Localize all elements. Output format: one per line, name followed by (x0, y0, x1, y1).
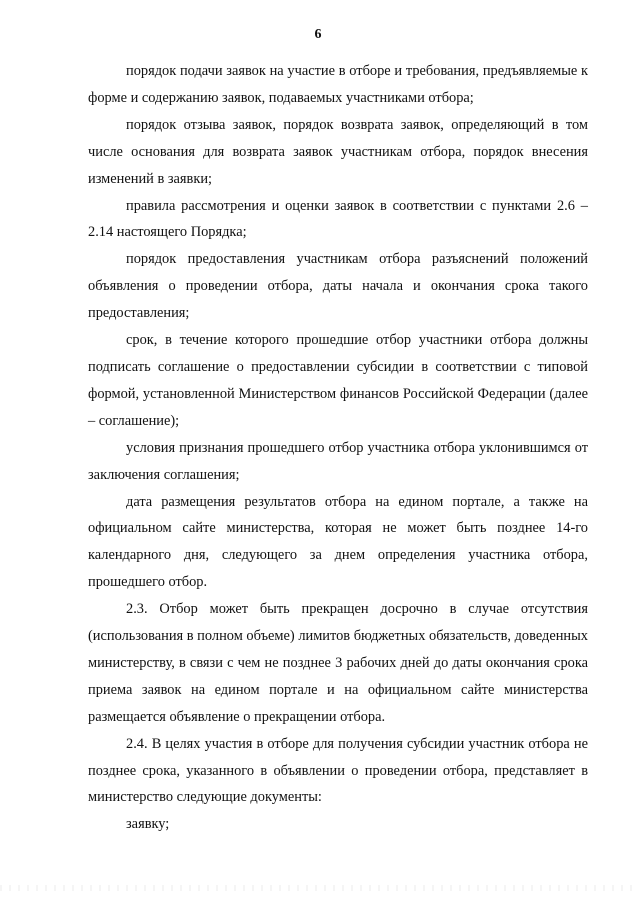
paragraph-first-line: порядок предоставления участникам отбора разъяснений положений (126, 251, 588, 268)
paragraph-continuation: от заключения соглашения; (88, 439, 588, 483)
paragraph-continuation: (использования в полном объеме) лимитов бюджетных обязательств, доведенных министерству, в связи с чем не позднее 3 рабочих дней до даты окончания срока приема заявок на едином портале и на официальном сайте министерства размещается объявление о прекращении отбора. (88, 628, 588, 725)
paragraph-results-publication (88, 489, 588, 597)
paragraph-first-line: 2.4. В целях участия в отборе для получения субсидии участник отбора (126, 735, 570, 752)
paragraph-first-line: заявку; (126, 816, 170, 833)
paragraph-continuation: предъявляемые к форме и содержанию заявок, подаваемых участниками отбора; (88, 63, 588, 106)
page-number: 6 (314, 27, 322, 42)
paragraph-continuation: числе основания для возврата заявок участникам отбора, порядок внесения изменений в заявки; (88, 143, 588, 187)
paragraph-first-line: условия признания прошедшего отбор участника отбора уклонившимся (126, 439, 571, 456)
paragraph-application-item (88, 811, 588, 838)
scan-artifact (0, 885, 636, 891)
paragraph-first-line: правила рассмотрения и оценки заявок в соответствии с (126, 197, 487, 214)
paragraph-continuation: не позднее срока, указанного в объявлении о проведении отбора, представляет в министерство следующие документы: (88, 735, 588, 806)
paragraph-first-line: дата размещения результатов отбора на едином портале, а также на (126, 493, 588, 510)
paragraph-continuation: подписать соглашение о предоставлении субсидии в соответствии с типовой формой, установленной Министерством финансов Российской Федерации (далее – соглашение); (88, 358, 588, 429)
paragraph-application-procedure (88, 58, 588, 112)
paragraph-review-rules (88, 193, 588, 247)
paragraph-section-2-4 (88, 731, 588, 812)
paragraph-section-2-3 (88, 596, 588, 731)
paragraph-continuation: официальном сайте министерства, которая не может быть позднее 14-го календарного дня, следующего за днем определения участника отбора, прошедшего отбор. (88, 520, 588, 591)
paragraph-agreement-deadline (88, 327, 588, 435)
paragraph-first-line: порядок подачи заявок на участие в отборе и требования, (126, 63, 480, 79)
paragraph-first-line: порядок отзыва заявок, порядок возврата заявок, определяющий в том (126, 116, 588, 133)
document-body (88, 58, 588, 838)
paragraph-clarifications (88, 246, 588, 327)
paragraph-first-line: срок, в течение которого прошедшие отбор участники отбора должны (126, 332, 588, 349)
paragraph-evasion-conditions (88, 435, 588, 489)
paragraph-continuation: объявления о проведении отбора, даты начала и окончания срока такого предоставления; (88, 278, 588, 322)
paragraph-continuation: пунктами 2.6 – 2.14 настоящего Порядка; (88, 197, 588, 241)
paragraph-first-line: 2.3. Отбор может быть прекращен досрочно в случае отсутствия (126, 601, 588, 618)
paragraph-withdrawal-procedure (88, 112, 588, 193)
